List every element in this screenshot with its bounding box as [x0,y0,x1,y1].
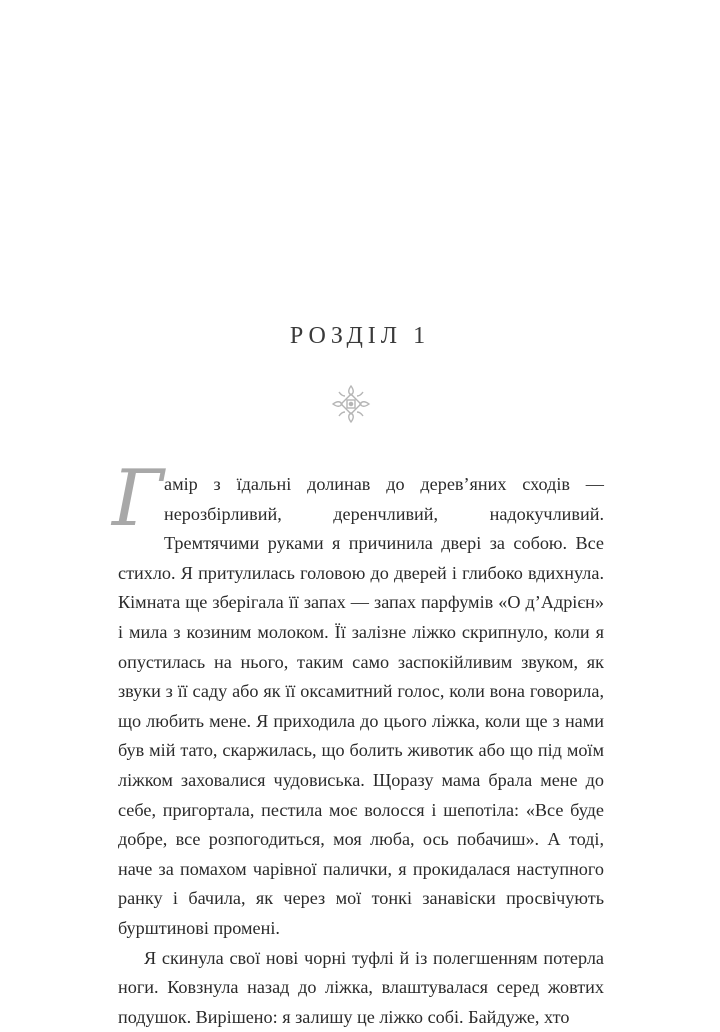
paragraph-2: Я скинула свої нові чорні туфлі й із полегшенням потерла ноги. Ковзнула назад до ліжка, влаштувалася серед жовтих подушок. Вирішено: я залишу це ліжко собі. Байдуже, хто [118,944,604,1032]
floral-ornament-icon [331,384,371,424]
paragraph-1-text: амір з їдальні долинав до дерев’яних сходів — нерозбірливий, деренчливий, надокучливий. Тремтячими руками я причинила двері за собою. Все стихло. Я притулилась головою до дверей і глибоко вдихнула. Кімната ще зберігала її запах — запах парфумів «О д’Адрієн» і мила з козиним молоком. Її залізне ліжко скрипнуло, коли я опустилась на нього, таким само заспокійливим звуком, як звуки з її саду або як її оксамитний голос, коли вона говорила, що любить мене. Я приходила до цього ліжка, коли ще з нами був мій тато, скаржилась, що болить животик або що під моїм ліжком заховалися чудовиська. Щоразу мама брала мене до себе, пригортала, пестила моє волосся і шепотіла: «Все буде добре, все розпогодиться, моя люба, ось побачиш». А тоді, наче за помахом чарівної палички, я прокидалася наступного ранку і бачила, як через мої тонкі занавіски просвічують бурштинові промені. [118,474,604,938]
chapter-title: РОЗДІЛ 1 [0,323,720,350]
paragraph-1 [118,470,604,944]
chapter-body [118,470,604,1032]
drop-cap: Г [112,468,162,530]
